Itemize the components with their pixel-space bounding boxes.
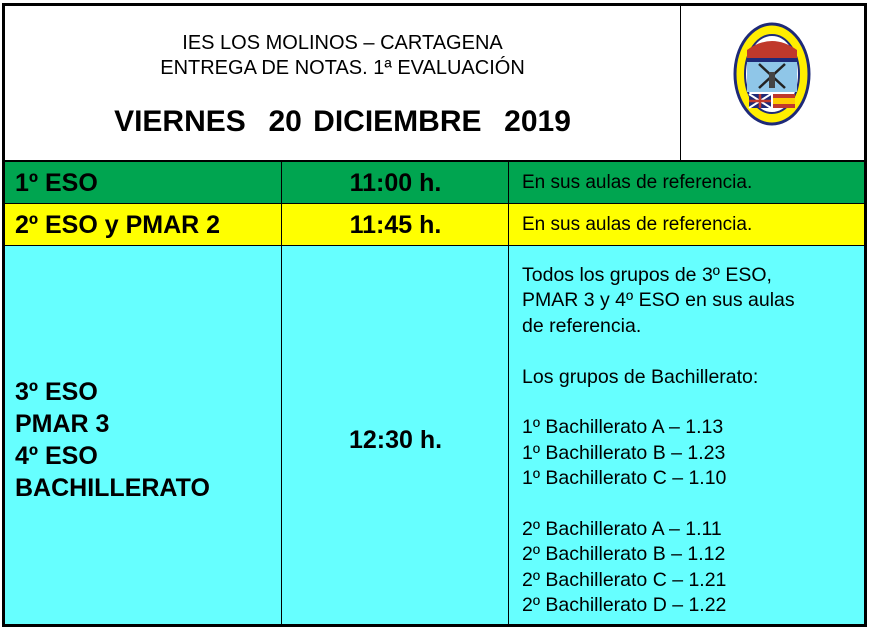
event-date: VIERNES 20 DICIEMBRE 2019 — [114, 105, 571, 138]
levels-list — [15, 376, 210, 504]
schedule-row-3 — [5, 246, 864, 624]
group-room-line: 1º Bachillerato B – 1.23 — [522, 441, 726, 464]
place-label: En sus aulas de referencia. — [522, 172, 753, 193]
school-name: IES LOS MOLINOS – CARTAGENA — [182, 32, 503, 54]
time-label: 11:00 h. — [349, 169, 442, 197]
level-label: PMAR 3 — [15, 410, 110, 438]
group-room-line: 1º Bachillerato C – 1.10 — [522, 467, 727, 490]
school-crest-icon — [733, 22, 811, 126]
place-label: En sus aulas de referencia. — [522, 214, 753, 235]
level-label: 4º ESO — [15, 442, 98, 470]
logo-cell — [680, 6, 864, 160]
level-cell — [5, 162, 282, 203]
group-rooms — [522, 263, 852, 619]
level-label: 1º ESO — [15, 169, 98, 197]
spacer — [522, 390, 852, 415]
time-cell — [282, 162, 509, 203]
spacer — [522, 339, 852, 364]
intro-line: de referencia. — [522, 314, 642, 337]
spacer — [522, 492, 852, 517]
bachillerato-intro: Los grupos de Bachillerato: — [522, 365, 759, 388]
schedule-notice — [2, 3, 867, 627]
level-label: 3º ESO — [15, 378, 98, 406]
schedule-row-1 — [5, 162, 864, 204]
place-cell — [509, 246, 864, 624]
header-text — [5, 6, 680, 160]
time-cell — [282, 246, 509, 624]
place-cell — [509, 204, 864, 245]
level-label: 2º ESO y PMAR 2 — [15, 211, 221, 239]
header — [5, 6, 864, 162]
level-cell — [5, 246, 282, 624]
time-cell — [282, 204, 509, 245]
time-label: 12:30 h. — [348, 426, 443, 454]
group-room-line: 2º Bachillerato C – 1.21 — [522, 568, 727, 591]
intro-line: Todos los grupos de 3º ESO, — [522, 264, 772, 286]
level-label: BACHILLERATO — [15, 474, 210, 502]
intro-line: PMAR 3 y 4º ESO en sus aulas — [522, 289, 795, 312]
group-room-line: 1º Bachillerato A – 1.13 — [522, 416, 724, 439]
place-cell — [509, 162, 864, 203]
time-label: 11:45 h. — [349, 211, 442, 239]
level-cell — [5, 204, 282, 245]
schedule-row-2 — [5, 204, 864, 246]
notice-subtitle: ENTREGA DE NOTAS. 1ª EVALUACIÓN — [160, 57, 525, 79]
group-room-line: 2º Bachillerato D – 1.22 — [522, 594, 727, 617]
group-room-line: 2º Bachillerato B – 1.12 — [522, 543, 726, 566]
group-room-line: 2º Bachillerato A – 1.11 — [522, 518, 722, 541]
